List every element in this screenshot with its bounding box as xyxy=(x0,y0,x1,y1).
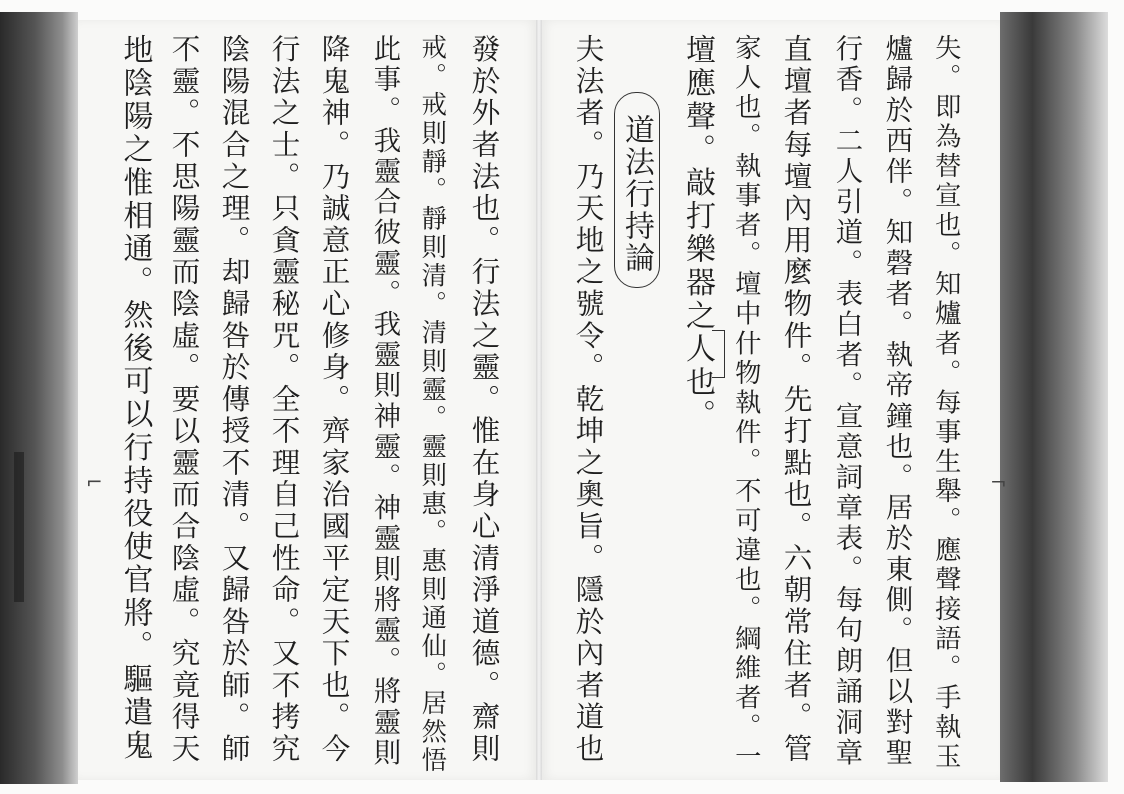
binding-edge xyxy=(14,452,24,602)
left-column-7: 不靈。不思陽靈而陰虛。要以靈而合陰虛。究竟得天 xyxy=(167,34,202,766)
left-column-2: 戒。戒則靜。靜則清。清則靈。靈則惠。惠則通仙。居然悟 xyxy=(418,34,448,776)
right-column-3: 行香。二人引道。表白者。宣意詞章表。每句朗誦洞章 xyxy=(830,34,862,769)
right-column-7: 夫法者。乃天地之號令。乾坤之奧旨。隱於內者道也 xyxy=(571,34,606,766)
right-column-6: 壇應聲。敲打樂器之人也。 xyxy=(680,34,715,433)
left-column-6: 陰陽混合之理。却歸咎於傳授不清。又歸咎於師。師 xyxy=(217,34,252,766)
scan-shadow-right xyxy=(1000,12,1108,782)
scan-shadow-left xyxy=(0,12,78,784)
left-column-8: 地陰陽之惟相通。然後可以行持役使官將。驅遣鬼 xyxy=(117,34,153,763)
end-bracket xyxy=(712,330,725,378)
margin-tick-right: ¬ xyxy=(990,470,1007,494)
left-column-1: 發於外者法也。行法之靈。惟在身心清淨道德。齋則 xyxy=(467,34,502,766)
margin-tick-left: ⌐ xyxy=(86,470,103,494)
right-column-4: 直壇者每壇內用麼物件。先打點也。六朝常住者。管 xyxy=(779,34,814,766)
left-column-5: 行法之士。只貪靈秘咒。全不理自己性命。又不拷究 xyxy=(267,34,302,766)
book-gutter xyxy=(536,20,542,780)
right-column-1: 失。即為替宣也。知爐者。每事生舉。應聲接語。手執玉 xyxy=(930,34,961,772)
right-column-2: 爐歸於西伴。知磬者。執帝鐘也。居於東側。但以對聖 xyxy=(880,34,912,769)
left-column-3: 此事。我靈合彼靈。我靈則神靈。神靈則將靈。將靈則 xyxy=(368,34,400,769)
section-heading: 道法行持論 xyxy=(614,92,660,288)
left-column-4: 降鬼神。乃誠意正心修身。齊家治國平定天下也。今 xyxy=(317,34,352,766)
right-column-5: 家人也。執事者。壇中什物執件。不可違也。綱維者。一 xyxy=(730,34,761,772)
